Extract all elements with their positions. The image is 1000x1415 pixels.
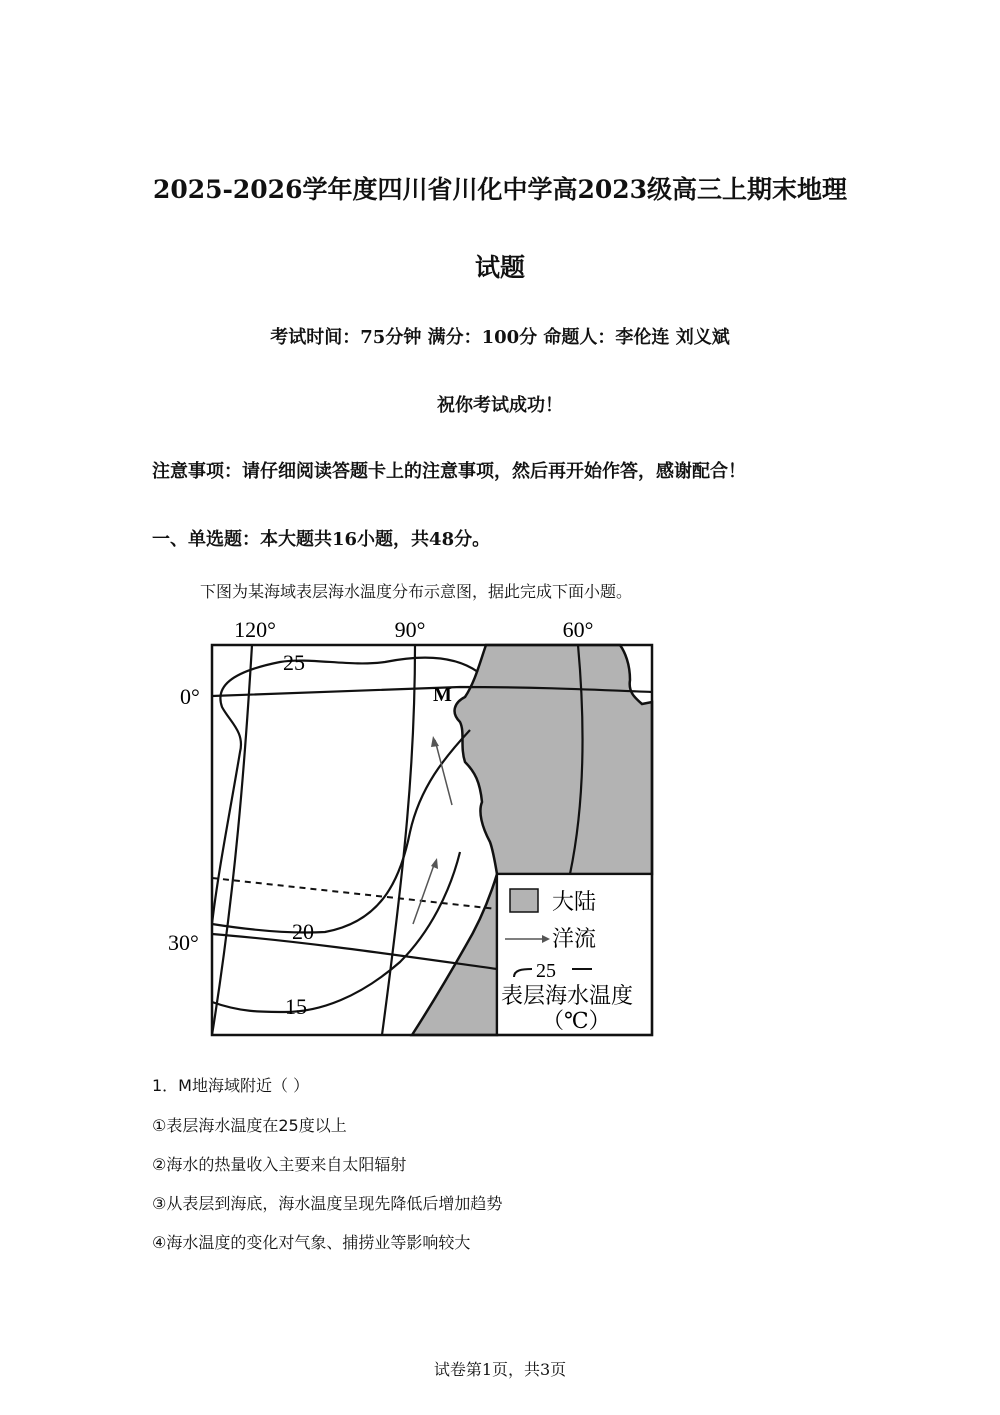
ocean-current-arrow-1	[431, 736, 452, 805]
option-3: ③从表层到海底，海水温度呈现先降低后增加趋势	[152, 1194, 503, 1213]
legend-land-swatch	[510, 889, 538, 912]
lon-label-120: 120°	[234, 617, 276, 642]
ocean-current-arrow-2	[413, 858, 438, 924]
meridian-120	[212, 645, 252, 1035]
exam-title-line2: 试题	[474, 253, 525, 282]
section-heading: 一、单选题：本大题共16小题，共48分。	[152, 529, 491, 550]
lat-label-30: 30°	[168, 930, 199, 955]
isotherm-label-25: 25	[283, 650, 305, 675]
wish-text: 祝你考试成功！	[437, 395, 563, 416]
lat-label-0: 0°	[180, 684, 200, 709]
sea-temperature-map	[160, 612, 660, 1042]
lon-label-60: 60°	[562, 617, 594, 642]
isotherm-label-15: 15	[285, 994, 307, 1019]
lon-label-90: 90°	[394, 617, 426, 642]
point-m-label: M	[433, 684, 452, 706]
legend-isotherm-text: 表层海水温度	[501, 983, 634, 1008]
isotherm-15	[212, 852, 460, 1012]
continent-shape-north	[455, 645, 652, 874]
notice-text: 注意事项：请仔细阅读答题卡上的注意事项，然后再开始作答，感谢配合！	[152, 461, 746, 482]
option-4: ④海水温度的变化对气象、捕捞业等影响较大	[152, 1233, 471, 1252]
continent-shape-south	[412, 874, 497, 1035]
legend-isotherm-value: 25	[536, 960, 556, 982]
legend-unit: （℃）	[542, 1008, 611, 1033]
latitude-30-line	[212, 934, 497, 969]
exam-info: 考试时间：75分钟 满分：100分 命题人：李伦连 刘义斌	[270, 327, 730, 348]
legend-land-label: 大陆	[552, 889, 597, 914]
tropic-dashed-line	[212, 878, 497, 909]
question-stem: 1．M地海域附近（ ）	[152, 1076, 310, 1095]
exam-title-line1: 2025-2026学年度四川省川化中学高2023级高三上期末地理	[152, 175, 848, 204]
figure-intro: 下图为某海域表层海水温度分布示意图，据此完成下面小题。	[200, 582, 633, 601]
legend-current-label: 洋流	[552, 926, 597, 951]
isotherm-label-20: 20	[292, 919, 314, 944]
page-footer: 试卷第1页，共3页	[433, 1360, 567, 1379]
option-1: ①表层海水温度在25度以上	[152, 1116, 347, 1135]
meridian-90	[382, 645, 415, 1035]
option-2: ②海水的热量收入主要来自太阳辐射	[152, 1155, 407, 1174]
